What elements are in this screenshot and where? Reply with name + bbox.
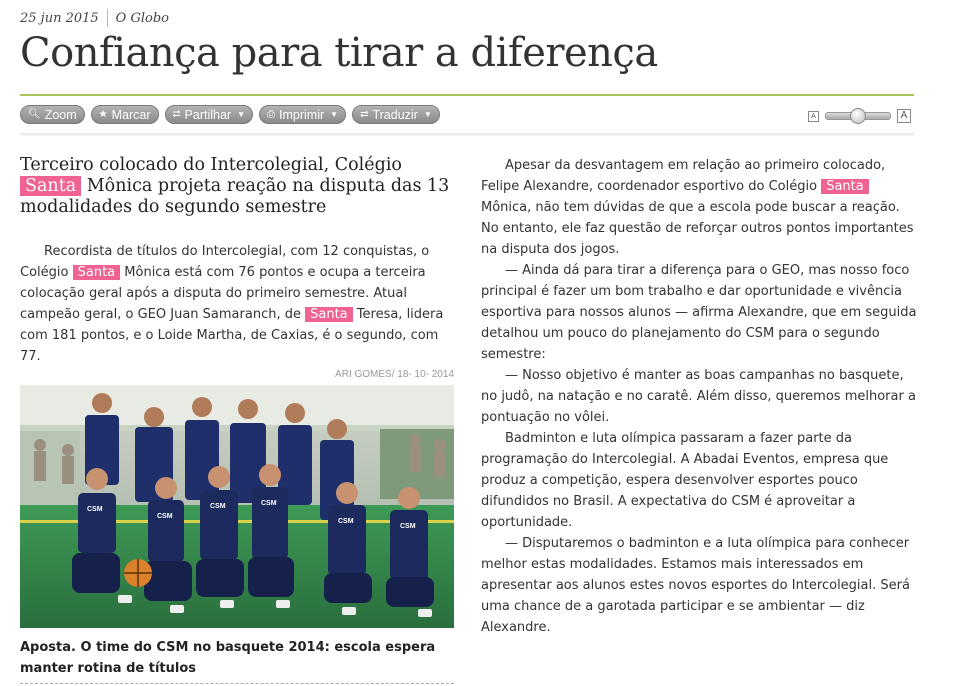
marcar-button[interactable] (91, 105, 159, 124)
imprimir-label: Imprimir (279, 107, 325, 122)
highlighted-term: Santa (20, 176, 81, 196)
jersey-label: CSM (210, 503, 226, 510)
body-paragraph: — Nosso objetivo é manter as boas campanhas no basquete, no judô, na natação e no caratê. Além disso, queremos melhorar a pontuação no vôlei. (481, 368, 916, 425)
jersey-label: CSM (338, 518, 354, 525)
traduzir-button[interactable] (352, 105, 440, 124)
imprimir-button[interactable] (259, 105, 346, 124)
text-size-slider[interactable] (825, 112, 891, 120)
highlighted-term: Santa (821, 179, 869, 194)
body-text: Apesar da desvantagem em relação ao primeiro colocado, Felipe Alexandre, coordenador esportivo do Colégio (481, 158, 886, 194)
printer-icon: ⎙ (267, 108, 275, 120)
partilhar-button[interactable] (165, 105, 253, 124)
article-toolbar (20, 105, 440, 125)
jersey-label: CSM (261, 500, 277, 507)
zoom-label: Zoom (44, 107, 77, 122)
jersey-label: CSM (87, 506, 103, 513)
body-paragraph: — Disputaremos o badminton e a luta olímpica para conhecer melhor estas modalidades. Estamos mais interessados em apresentar aos alunos estes novos esportes do Intercolegial. Será uma chance de a garotada participar e se ambientar — diz Alexandre. (481, 536, 910, 635)
photo-caption: Aposta. O time do CSM no basquete 2014: escola espera manter rotina de títulos (20, 640, 436, 676)
article-subheadline (20, 155, 460, 218)
text-size-slider-handle[interactable] (850, 108, 866, 124)
meta-divider (107, 9, 108, 27)
zoom-button[interactable] (20, 105, 85, 124)
partilhar-label: Partilhar (184, 107, 232, 122)
decrease-text-size-button[interactable]: A (808, 111, 819, 122)
jersey-label: CSM (157, 513, 173, 520)
chevron-down-icon: ▼ (330, 110, 339, 119)
chevron-down-icon: ▼ (237, 110, 245, 119)
highlighted-term: Santa (73, 265, 121, 280)
marcar-label: Marcar (111, 107, 151, 122)
jersey-label: CSM (400, 523, 416, 530)
headline-divider (20, 94, 914, 96)
increase-text-size-button[interactable]: A (897, 109, 911, 123)
team-photo (20, 385, 454, 628)
article-source: O Globo (115, 10, 169, 26)
lede-text: Teresa, lidera com 181 pontos, e o Loide Martha, de Caxias, é o segundo, com 77. (20, 307, 444, 364)
subhead-text: Terceiro colocado do Intercolegial, Colégio (20, 155, 402, 175)
refresh-icon: ⇄ (360, 108, 369, 120)
lede-text: Recordista de títulos do Intercolegial, com 12 conquistas, o Colégio (20, 244, 430, 280)
article-headline: Confiança para tirar a diferença (20, 30, 658, 76)
body-paragraph: — Ainda dá para tirar a diferença para o GEO, mas nosso foco principal é fazer um bom trabalho e dar oportunidade e vivência esportiva para nossos alunos — afirma Alexandre, que em seguida detalhou um pouco do planejamento do CSM para o segundo semestre: (481, 263, 917, 362)
toolbar-divider (20, 133, 914, 136)
body-text: Mônica, não tem dúvidas de que a escola pode buscar a reação. No entanto, ele faz questão de reforçar outros pontos importantes na disputa dos jogos. (481, 200, 914, 257)
text-size-control (808, 108, 911, 124)
highlighted-term: Santa (305, 307, 353, 322)
article-meta (20, 8, 169, 28)
body-paragraph: Badminton e luta olímpica passaram a fazer parte da programação do Intercolegial. A Abadai Eventos, empresa que produz a competição, espera desenvolver esportes pouco difundidos no Brasil. A expectativa do CSM é aproveitar a oportunidade. (481, 431, 889, 530)
share-icon: ⮂ (172, 108, 181, 120)
lede-paragraph (20, 241, 445, 367)
caption-divider (20, 683, 454, 684)
traduzir-label: Traduzir (372, 107, 418, 122)
body-paragraph (481, 155, 917, 260)
basketball-team-photo-illustration (20, 385, 454, 628)
magnifier-icon: 🔍︎ (28, 108, 41, 120)
subhead-text: Mônica projeta reação na disputa das 13 modalidades do segundo semestre (20, 176, 450, 217)
photo-credit: ARI GOMES/ 18- 10- 2014 (335, 369, 454, 380)
chevron-down-icon: ▼ (423, 110, 432, 119)
lede-text: Mônica está com 76 pontos e ocupa a terceira colocação geral após a disputa do primeiro semestre. Atual campeão geral, o GEO Juan Samaranch, de (20, 265, 426, 322)
article-body (481, 155, 917, 638)
article-date: 25 jun 2015 (20, 10, 99, 26)
star-icon: ★ (98, 108, 108, 120)
